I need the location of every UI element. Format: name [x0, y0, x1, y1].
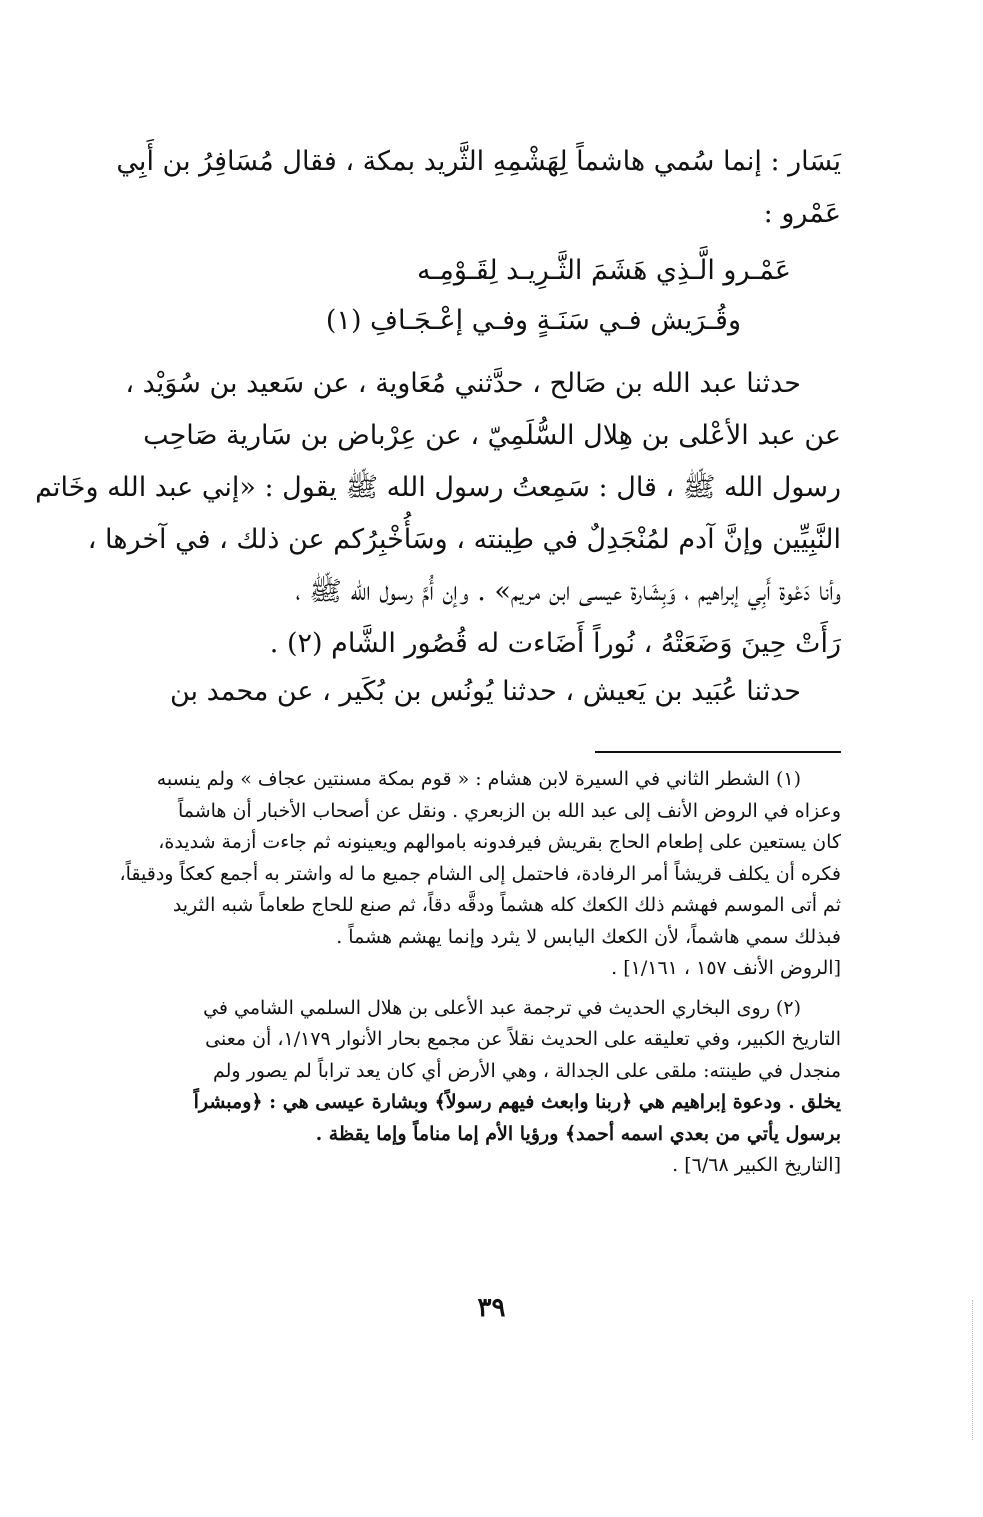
poem-verse — [141, 246, 841, 346]
footnote-1 — [119, 764, 841, 953]
page-number: ٣٩ — [477, 1293, 506, 1323]
footnote-line: التاريخ الكبير، وفي تعليقه على الحديث نقلاً عن مجمع بحار الأنوار ١/١٧٩، أن معنى — [205, 1028, 841, 1050]
scan-edge-mark — [969, 1300, 973, 1440]
footnote-line: (١) الشطر الثاني في السيرة لابن هشام : « قوم بمكة مسنتين عجاف » ولم ينسبه — [156, 768, 801, 790]
footnote-separator — [595, 751, 841, 753]
footnote-line: وعزاه في الروض الأنف إلى عبد الله بن الزبعري . ونقل عن أصحاب الأخبار أن هاشماً — [177, 799, 841, 822]
footnote-1-reference: [الروض الأنف ١٥٧ ، ١/١٦١] . — [611, 957, 841, 979]
paragraph-3 — [141, 666, 841, 718]
footnote-line: منجدل في طينته: ملقى على الجدالة ، وهي الأرض أي كان يعد تراباً لم يصور ولم — [212, 1059, 841, 1082]
text-line: رسول الله ﷺ ، قال : سَمِعتُ رسول الله ﷺ يقول : «إني عبد الله وخَاتم — [35, 472, 841, 503]
text-line: عَمْرو : — [763, 198, 841, 229]
text-line: وأنا دَعْوة أَبِي إبراهيم ، وَبِشَارة عيسى ابن مريم» . وإن أُمَّ رسول الله ﷺ ، — [295, 576, 841, 607]
text-line: النَّبِيِّين وإنَّ آدم لمُنْجَدِلٌ في طِينته ، وسَأُخْبِرُكم عن ذلك ، في آخرها ، — [87, 524, 841, 555]
footnote-2-reference: [التاريخ الكبير ٦/٦٨] . — [672, 1154, 841, 1176]
text-line: رَأَتْ حِينَ وَضَعَتْهُ ، نُوراً أَضَاءت له قُصُور الشَّام (٢) . — [269, 628, 841, 659]
footnote-2 — [141, 993, 841, 1151]
footnote-line: ثم أتى الموسم فهشم ذلك الكعك كله هشماً ودقَّه دقاً، ثم صنع للحاج طعاماً شبه الثريد — [172, 894, 841, 916]
footnote-line: فكره أن يكلف قريشاً أمر الرفادة، فاحتمل إلى الشام جميع ما له واشتر به أجمع كعكاً ودقيقاً، — [119, 862, 841, 885]
footnote-line: يخلق . ودعوة إبراهيم هي ﴿ربنا وابعث فيهم رسولاً﴾ وبشارة عيسى هي : ﴿ومبشراً — [193, 1091, 841, 1113]
paragraph-1 — [116, 136, 841, 240]
text-line: حدثنا عبد الله بن صَالح ، حدَّثني مُعَاوية ، عن سَعيد بن سُوَيْد ، — [125, 368, 801, 399]
text-line: حدثنا عُبَيد بن يَعيش ، حدثنا يُونُس بن بُكَير ، عن محمد بن — [169, 676, 801, 707]
paragraph-2 — [35, 358, 841, 670]
footnotes — [119, 764, 841, 1182]
footnote-line: (٢) روى البخاري الحديث في ترجمة عبد الأعلى بن هلال السلمي الشامي في — [203, 996, 801, 1019]
text-line: يَسَار : إنما سُمي هاشماً لِهَشْمِهِ الثَّريد بمكة ، فقال مُسَافِرُ بن أَبِي — [116, 146, 841, 177]
footnote-line: فبذلك سمي هاشماً، لأن الكعك اليابس لا يثرد وإنما يهشم هشماً . — [336, 925, 841, 948]
poem-line: عَمْـرو الَّـذِي هَشَمَ الثَّـرِيـد لِقَـوْمِـه — [416, 255, 791, 286]
text-line: عن عبد الأعْلى بن هِلال السُّلَمِيّ ، عن عِرْباض بن سَارية صَاحِب — [143, 420, 841, 451]
footnote-line: برسول يأتي من بعدي اسمه أحمد﴾ ورؤيا الأم إما مناماً وإما يقظة . — [315, 1122, 841, 1145]
footnote-line: كان يستعين على إطعام الحاج بقريش فيرفدونه باموالهم ويعينونه ثم جاءت أزمة شديدة، — [158, 831, 841, 853]
poem-line: وقُـرَيش فـي سَنَـةٍ وفـي إعْـجَـافِ (١) — [325, 305, 741, 336]
